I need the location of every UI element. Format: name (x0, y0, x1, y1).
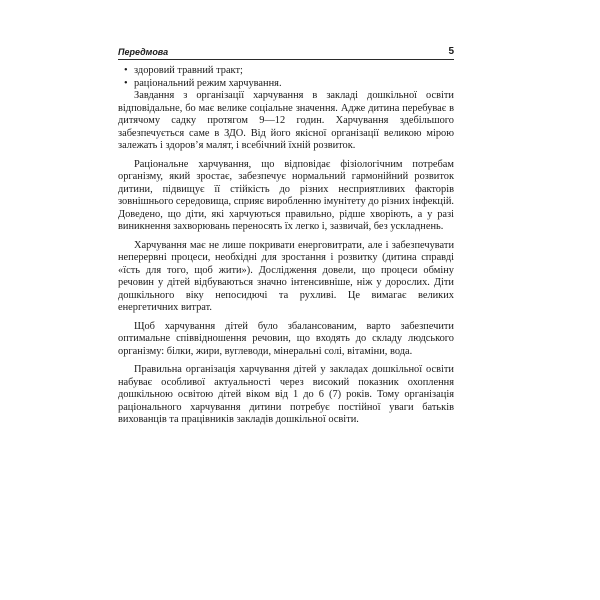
paragraph: Завдання з організації харчування в закладі дошкільної освіти відповідальне, бо має велике соціальне значення. Адже дитина перебуває в дитячому садку протягом 9—12 годин. Харчування здебільшого забезпечується саме в ЗДО. Від його якісної організації великою мірою залежать і здоров’я малят, і всебічний їхній розвиток. (118, 90, 454, 151)
paragraph: Раціональне харчування, що відповідає фізіологічним потребам організму, який зростає, забезпечує нормальний гармонійний розвиток дитини, підвищує її стійкість до різних несприятливих факторів зовнішнього середовища, сприяє виробленню імунітету до різних інфекцій. Доведено, що діти, які харчуються правильно, рідше хворіють, а у разі виникнення захворювань переносять їх легко і, зазвичай, без ускладнень. (118, 158, 454, 232)
page-number: 5 (448, 46, 454, 57)
list-item-text: здоровий травний тракт; (134, 65, 243, 76)
body-text (118, 65, 454, 427)
bullet-icon: • (124, 65, 128, 76)
section-title: Передмова (118, 47, 169, 57)
list-item (118, 78, 454, 91)
paragraph: Щоб харчування дітей було збалансованим, варто забезпечити оптимальне співвідношення речовин, що входять до складу людського організму: білки, жири, вуглеводи, мінеральні солі, вітаміни, вода. (118, 320, 454, 357)
running-header (118, 43, 454, 57)
list-item-text: раціональний режим харчування. (134, 77, 282, 89)
paragraph: Правильна організація харчування дітей у закладах дошкільної освіти набуває особливої актуальності через високий показник охоплення дошкільною освітою дітей віком від 1 до 6 (7) років. Тому організація раціонального харчування дитини потребує постійної уваги батьків вихованців та працівників закладів дошкільної освіти. (118, 364, 454, 425)
list-item (118, 65, 454, 78)
paragraph: Харчування має не лише покривати енерговитрати, але і забезпечувати неперервні процеси, необхідні для зростання і розвитку (дитина справді «їсть для того, щоб жити»). Дослідження довели, що процеси обміну речовин у дітей відбуваються значно інтенсивніше, ніж у дорослих. Діти дошкільного віку непосидючі та рухливі. Це вимагає великих енергетичних витрат. (118, 239, 454, 313)
bullet-icon: • (124, 77, 128, 89)
header-rule (118, 59, 454, 60)
